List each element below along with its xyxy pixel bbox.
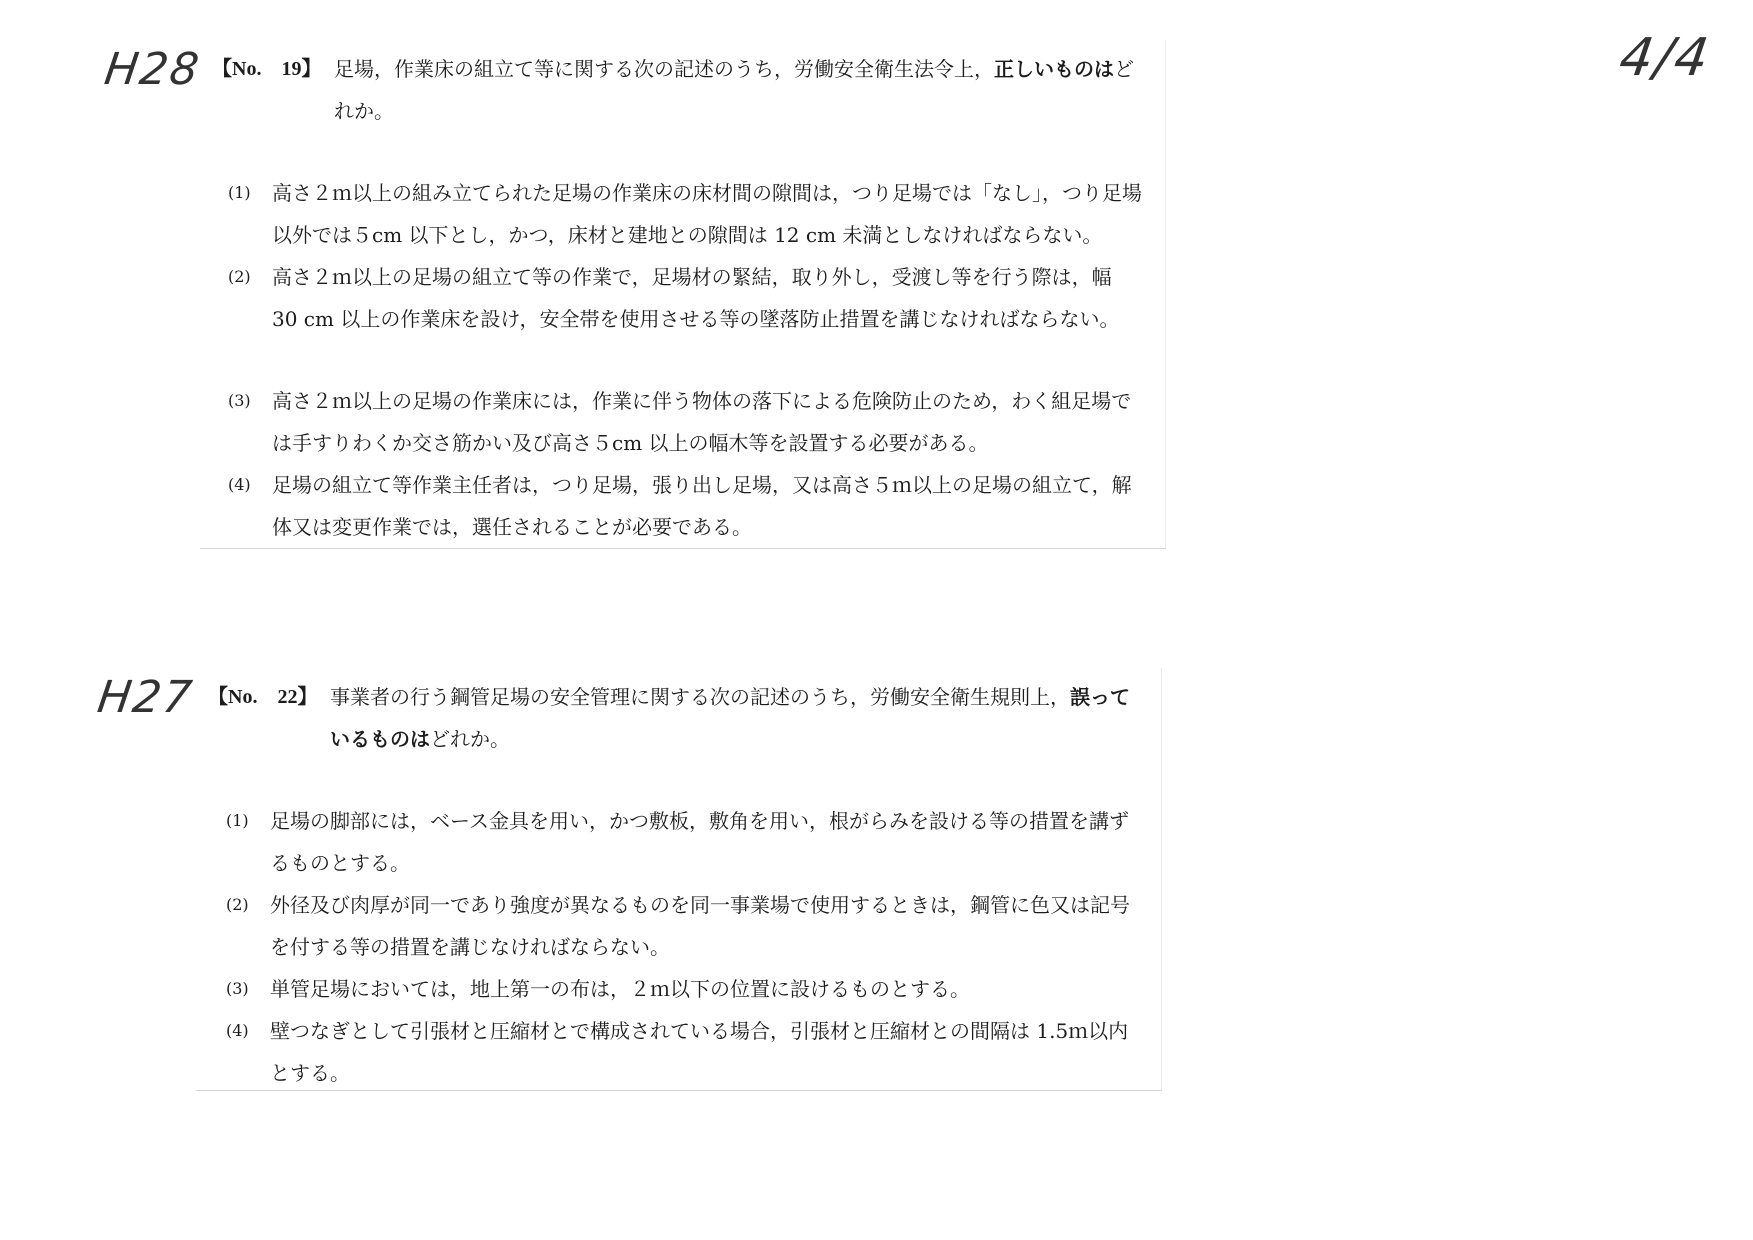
question-text xyxy=(330,676,1138,760)
option-label: (2) xyxy=(228,267,251,286)
option-text: 高さ２ｍ以上の足場の作業床には，作業に伴う物体の落下による危険防止のため，わく組足場では手すりわくか交さ筋かい及び高さ５cm 以上の幅木等を設置する必要がある。 xyxy=(272,389,1132,455)
question-text xyxy=(334,48,1142,132)
option-text: 壁つなぎとして引張材と圧縮材とで構成されている場合，引張材と圧縮材との間隔は 1.5ｍ以内とする。 xyxy=(270,1019,1129,1085)
option-text: 外径及び肉厚が同一であり強度が異なるものを同一事業場で使用するときは，鋼管に色又は記号を付する等の措置を講じなければならない。 xyxy=(270,893,1130,959)
option-text: 足場の組立て等作業主任者は，つり足場，張り出し足場，又は高さ５ｍ以上の足場の組立て，解体又は変更作業では，選任されることが必要である。 xyxy=(272,473,1132,539)
block-edge xyxy=(1161,668,1162,1090)
option-text: 単管足場においては，地上第一の布は，２ｍ以下の位置に設けるものとする。 xyxy=(270,977,970,1001)
option-label: (3) xyxy=(228,391,251,410)
option-label: (1) xyxy=(228,183,251,202)
question-emphasis: 誤っているものは xyxy=(330,685,1130,751)
question-text-after: どれか。 xyxy=(334,57,1134,123)
option-label: (2) xyxy=(226,895,249,914)
year-mark-h28: H28 xyxy=(101,44,204,95)
option-label: (4) xyxy=(226,1021,249,1040)
question-text-after: どれか。 xyxy=(430,727,510,751)
option-label: (4) xyxy=(228,475,251,494)
question-number: 【No. 22】 xyxy=(208,686,318,708)
year-mark-h27: H27 xyxy=(94,672,197,723)
option-text: 足場の脚部には，ベース金具を用い，かつ敷板，敷角を用い，根がらみを設ける等の措置を講ずるものとする。 xyxy=(270,809,1129,875)
option-text: 高さ２ｍ以上の組み立てられた足場の作業床の床材間の隙間は，つり足場では「なし」，つり足場以外では５cm 以下とし，かつ，床材と建地との隙間は 12 cm 未満としなければならない。 xyxy=(272,181,1142,247)
block-edge xyxy=(1165,40,1166,548)
option-label: (3) xyxy=(226,979,249,998)
question-text-before: 足場，作業床の組立て等に関する次の記述のうち，労働安全衛生法令上， xyxy=(334,57,994,81)
option-text: 高さ２ｍ以上の足場の組立て等の作業で，足場材の緊結，取り外し，受渡し等を行う際は，幅 30 cm 以上の作業床を設け，安全帯を使用させる等の墜落防止措置を講じなければならない。 xyxy=(272,265,1120,331)
question-emphasis: 正しいものは xyxy=(994,57,1114,81)
question-number: 【No. 19】 xyxy=(212,58,322,80)
page-mark: 4/4 xyxy=(1615,28,1714,88)
question-text-before: 事業者の行う鋼管足場の安全管理に関する次の記述のうち，労働安全衛生規則上， xyxy=(330,685,1070,709)
option-label: (1) xyxy=(226,811,249,830)
